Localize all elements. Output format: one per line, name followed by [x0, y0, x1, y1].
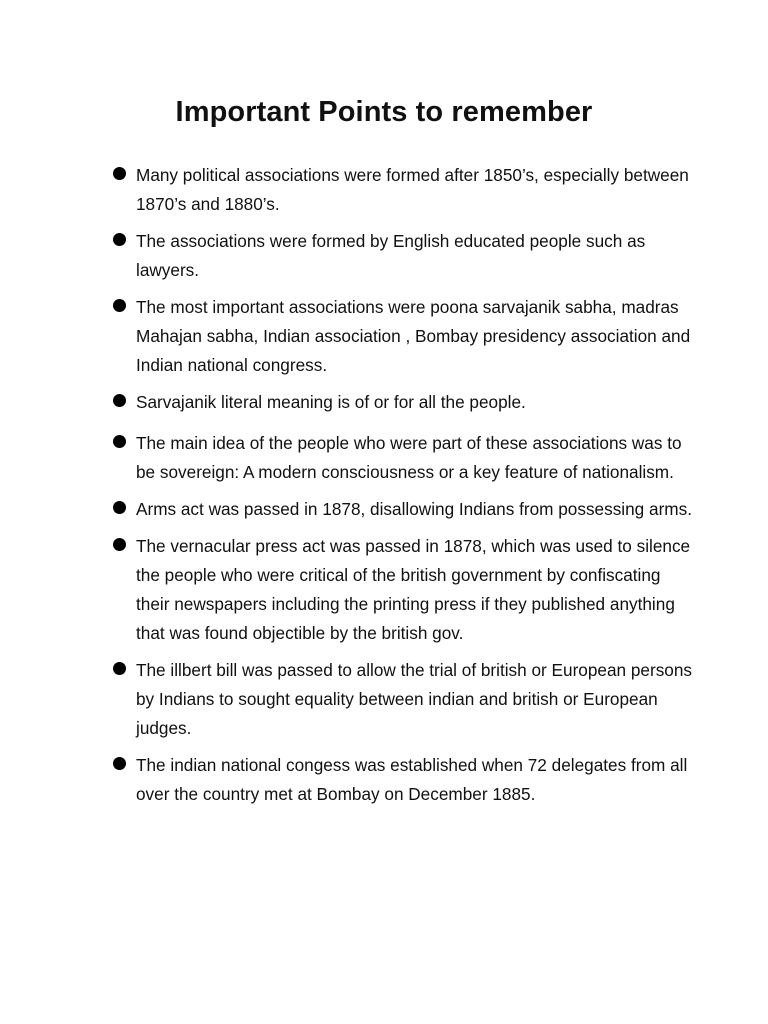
bullet-icon	[113, 299, 126, 312]
list-item-text: Arms act was passed in 1878, disallowing Indians from possessing arms.	[136, 499, 692, 519]
list-item	[113, 388, 693, 417]
list-item-text: The main idea of the people who were part of these associations was to be sovereign: A modern consciousness or a key feature of nationalism.	[136, 433, 682, 482]
list-item	[113, 532, 693, 648]
list-item	[113, 161, 693, 219]
bullet-icon	[113, 662, 126, 675]
list-item	[113, 656, 693, 743]
list-item	[113, 751, 693, 809]
bullet-icon	[113, 538, 126, 551]
list-item-text: The indian national congess was established when 72 delegates from all over the country met at Bombay on December 1885.	[136, 755, 688, 804]
bullet-icon	[113, 435, 126, 448]
list-item-text: The illbert bill was passed to allow the trial of british or European persons by Indians to sought equality between indian and british or European judges.	[136, 660, 693, 738]
page-title: Important Points to remember	[175, 96, 593, 128]
bullet-icon	[113, 233, 126, 246]
bullet-icon	[113, 167, 126, 180]
bullet-icon	[113, 394, 126, 407]
list-item-text: Sarvajanik literal meaning is of or for all the people.	[136, 392, 526, 412]
list-item	[113, 293, 693, 380]
list-item	[113, 495, 693, 524]
bullet-icon	[113, 501, 126, 514]
list-item-text: Many political associations were formed after 1850’s, especially between 1870’s and 1880’s.	[136, 165, 689, 214]
list-item-text: The vernacular press act was passed in 1878, which was used to silence the people who were critical of the british government by confiscating their newspapers including the printing press if they published anything that was found objectible by the british gov.	[136, 536, 691, 643]
bullet-icon	[113, 757, 126, 770]
bullet-list	[113, 161, 693, 809]
list-item	[113, 429, 693, 487]
list-item-text: The most important associations were poona sarvajanik sabha, madras Mahajan sabha, Indian association , Bombay presidency association and Indian national congress.	[136, 297, 691, 375]
list-item-text: The associations were formed by English educated people such as lawyers.	[136, 231, 646, 280]
list-item	[113, 227, 693, 285]
